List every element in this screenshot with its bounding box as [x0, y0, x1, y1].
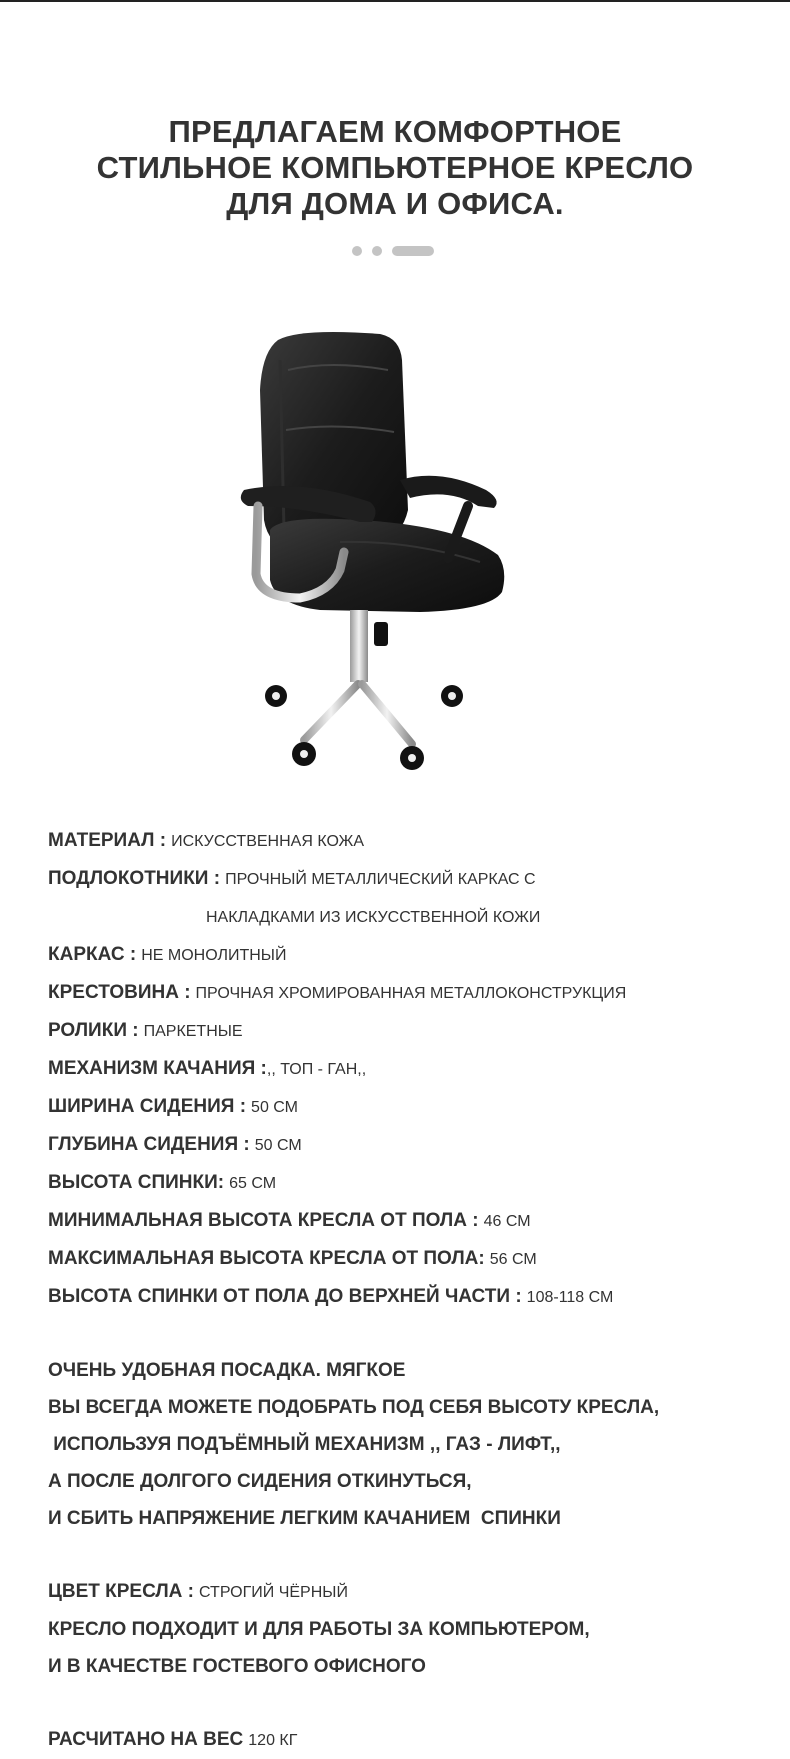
spec-min-height: МИНИМАЛЬНАЯ ВЫСОТА КРЕСЛА ОТ ПОЛА : 46 СМ: [48, 1210, 531, 1231]
spec-base: КРЕСТОВИНА : ПРОЧНАЯ ХРОМИРОВАННАЯ МЕТАЛЛОКОНСТРУКЦИЯ: [48, 982, 627, 1003]
carousel-dot-3-active[interactable]: [392, 246, 434, 256]
spec-max-weight: РАСЧИТАНО НА ВЕС 120 КГ: [48, 1729, 298, 1750]
spec-tilt-mechanism: МЕХАНИЗМ КАЧАНИЯ :,, ТОП - ГАН,,: [48, 1058, 367, 1079]
product-specifications: [48, 822, 768, 1759]
spec-casters: РОЛИКИ : ПАРКЕТНЫЕ: [48, 1020, 243, 1041]
spec-frame: КАРКАС : НЕ МОНОЛИТНЫЙ: [48, 944, 287, 965]
spec-seat-width: ШИРИНА СИДЕНИЯ : 50 СМ: [48, 1096, 298, 1117]
spec-back-height: ВЫСОТА СПИНКИ: 65 СМ: [48, 1172, 277, 1193]
description-line-2: ВЫ ВСЕГДА МОЖЕТЕ ПОДОБРАТЬ ПОД СЕБЯ ВЫСОТУ КРЕСЛА,: [48, 1397, 660, 1418]
spec-material: МАТЕРИАЛ : ИСКУССТВЕННАЯ КОЖА: [48, 830, 364, 851]
headline-line-2: СТИЛЬНОЕ КОМПЬЮТЕРНОЕ КРЕСЛО: [96, 150, 694, 185]
headline-line-3: ДЛЯ ДОМА И ОФИСА.: [226, 186, 564, 221]
description-line-1: ОЧЕНЬ УДОБНАЯ ПОСАДКА. МЯГКОЕ: [48, 1360, 406, 1381]
description-line-4: А ПОСЛЕ ДОЛГОГО СИДЕНИЯ ОТКИНУТЬСЯ,: [48, 1471, 472, 1492]
headline-line-1: ПРЕДЛАГАЕМ КОМФОРТНОЕ: [168, 114, 622, 149]
usage-line-2: И В КАЧЕСТВЕ ГОСТЕВОГО ОФИСНОГО: [48, 1656, 426, 1677]
spec-seat-depth: ГЛУБИНА СИДЕНИЯ : 50 СМ: [48, 1134, 302, 1155]
top-divider: [0, 0, 790, 2]
description-line-5: И СБИТЬ НАПРЯЖЕНИЕ ЛЕГКИМ КАЧАНИЕМ СПИНКИ: [48, 1508, 561, 1529]
carousel-dot-1[interactable]: [352, 246, 362, 256]
carousel-indicator: [352, 245, 434, 256]
spec-armrests-continued: НАКЛАДКАМИ ИЗ ИСКУССТВЕННОЙ КОЖИ: [206, 909, 541, 926]
office-chair-icon: [240, 330, 540, 780]
carousel-dot-2[interactable]: [372, 246, 382, 256]
page-headline: [0, 114, 790, 222]
spec-max-height: МАКСИМАЛЬНАЯ ВЫСОТА КРЕСЛА ОТ ПОЛА: 56 СМ: [48, 1248, 537, 1269]
spec-armrests: ПОДЛОКОТНИКИ : ПРОЧНЫЙ МЕТАЛЛИЧЕСКИЙ КАРКАС С: [48, 868, 536, 889]
spec-color: ЦВЕТ КРЕСЛА : СТРОГИЙ ЧЁРНЫЙ: [48, 1581, 348, 1602]
spec-total-back-height: ВЫСОТА СПИНКИ ОТ ПОЛА ДО ВЕРХНЕЙ ЧАСТИ : 108-118 СМ: [48, 1286, 614, 1307]
usage-line-1: КРЕСЛО ПОДХОДИТ И ДЛЯ РАБОТЫ ЗА КОМПЬЮТЕРОМ,: [48, 1619, 590, 1640]
description-line-3: ИСПОЛЬЗУЯ ПОДЪЁМНЫЙ МЕХАНИЗМ ,, ГАЗ - ЛИФТ,,: [48, 1434, 561, 1455]
